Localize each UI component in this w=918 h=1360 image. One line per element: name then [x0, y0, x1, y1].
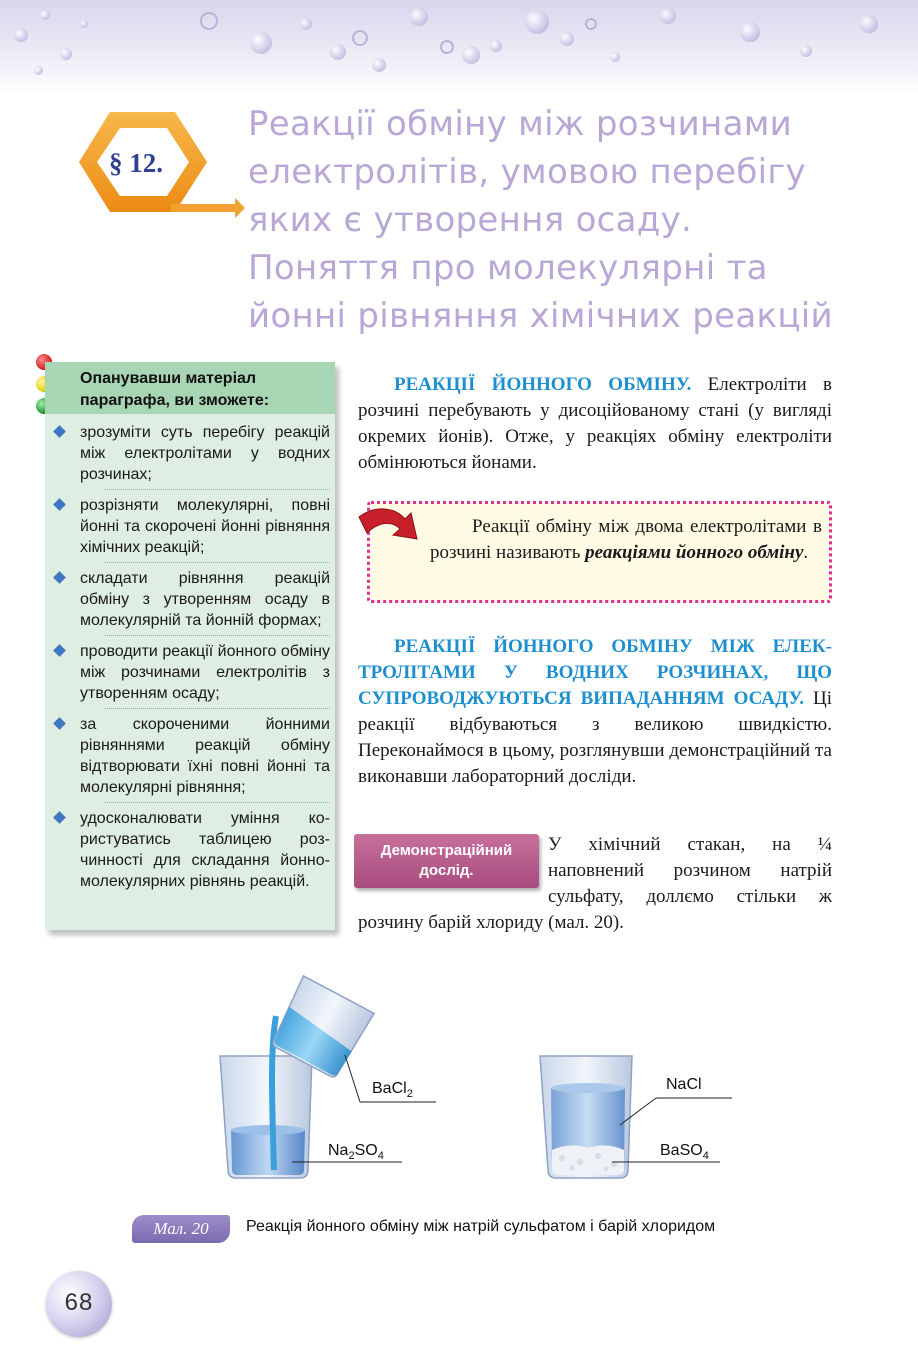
- curved-arrow-icon: [355, 503, 425, 553]
- objectives-header: [45, 362, 335, 414]
- list-item: складати рівняння реакцій обміну з утворенням осаду в молекулярній та йонній формах;: [55, 568, 330, 636]
- list-item: розрізняти молекулярні, повні йонні та скорочені йонні рівняння хімічних реакцій;: [55, 495, 330, 563]
- diamond-bullet-icon: [53, 644, 66, 657]
- list-item: удосконалювати уміння користуватись таблицею розчинності для складання йонно-молекулярних рівнянь реакцій.: [55, 808, 330, 892]
- list-item: за скороченими йонними рівняннями реакцій обміну відтворювати їхні повні йонні та молекулярні рівняння;: [55, 714, 330, 803]
- beakers-illustration: [200, 970, 800, 1190]
- list-item: проводити реакції йонного обміну між розчинами електролітів з утворенням осаду;: [55, 641, 330, 709]
- figure-beakers: [200, 970, 800, 1180]
- page-number: 68: [64, 1289, 94, 1316]
- paragraph-text: Електроліти в розчині перебувають у дисоційованому стані (у вигляді окремих йонів). Отже, у реакціях обміну електроліти обмінюються йонами.: [358, 374, 832, 473]
- definition-text: Реакції обміну між двома електролітами в розчині називають реакціями йонного обміну.: [430, 516, 822, 563]
- section-badge: [75, 108, 245, 223]
- header-banner: [0, 0, 918, 95]
- figure-badge: Мал. 20: [132, 1215, 230, 1243]
- objectives-heading-line: параграфа, ви зможете:: [80, 392, 270, 409]
- figure-caption: Реакція йонного обміну між натрій сульфатом і барій хлоридом: [246, 1218, 716, 1235]
- paragraph-ion-exchange: [358, 372, 832, 476]
- paragraph-heading: РЕАКЦІЇ ЙОННОГО ОБМІНУ МІЖ ЕЛЕКТРОЛІТАМИ У ВОДНИХ РОЗЧИНАХ, ЩО СУПРОВОДЖУЮТЬСЯ ВИПАДАННЯМ ОСАДУ.: [358, 636, 832, 709]
- list-item: зрозуміти суть перебігу реакцій між електролітами у водних розчинах;: [55, 422, 330, 490]
- title-line: Реакції обміну між розчинами: [248, 104, 793, 144]
- label-baso4: BaSO$_4$: [660, 1142, 709, 1163]
- label-bacl2: BaCl$_2$: [372, 1080, 413, 1101]
- demo-text: У хімічний стакан, на ¼ наповнений розчином натрій сульфату, доллємо стільки ж розчину барій хлориду (мал. 20).: [358, 834, 832, 933]
- title-line: електролітів, умовою перебігу: [248, 152, 806, 192]
- paragraph-text: Ці реакції відбуваються з великою швидкістю. Переконаймося в цьому, розглянувши демонстраційний та виконавши лабораторний досліди.: [358, 688, 832, 787]
- objectives-box: [45, 362, 335, 930]
- paragraph-precipitate: [358, 634, 832, 790]
- diamond-bullet-icon: [53, 425, 66, 438]
- objectives-heading-line: Опанувавши матеріал: [80, 370, 257, 387]
- beaker-right: [540, 1056, 632, 1178]
- page-number-badge: [46, 1271, 112, 1337]
- page-title: [248, 100, 888, 340]
- label-na2so4: $Na_2SO_4$: [328, 1142, 384, 1163]
- demo-experiment-label: Демонстраційний дослід.: [354, 834, 539, 888]
- diamond-bullet-icon: [53, 498, 66, 511]
- title-line: йонні рівняння хімічних реакцій: [248, 296, 833, 336]
- diamond-bullet-icon: [53, 571, 66, 584]
- diamond-bullet-icon: [53, 717, 66, 730]
- objectives-list: [55, 422, 330, 892]
- definition-box: [367, 501, 832, 603]
- section-number: § 12.: [109, 148, 163, 178]
- definition-term: реакціями йонного обміну: [585, 542, 804, 563]
- paragraph-heading: РЕАКЦІЇ ЙОННОГО ОБМІНУ.: [394, 374, 692, 395]
- diamond-bullet-icon: [53, 811, 66, 824]
- title-line: Поняття про молекулярні та: [248, 248, 768, 288]
- title-line: яких є утворення осаду.: [248, 200, 693, 240]
- label-nacl: NaCl: [666, 1076, 702, 1093]
